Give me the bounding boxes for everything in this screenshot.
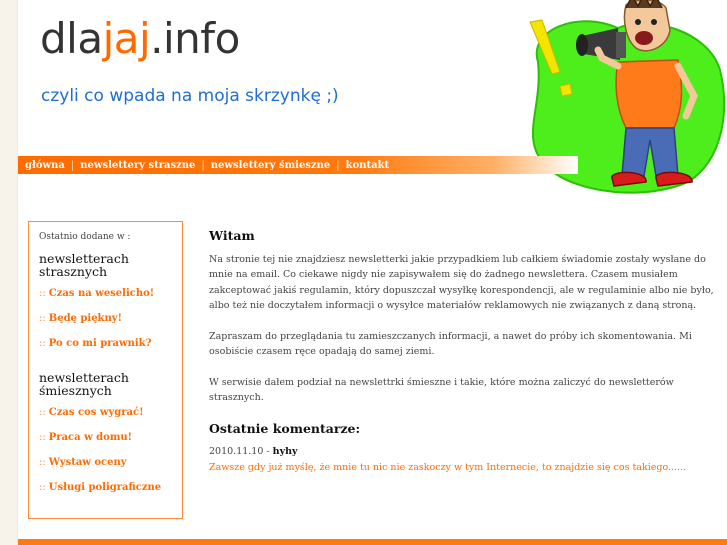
intro-paragraph-1: Na stronie tej nie znajdziesz newsletterki jakie przypadkiem lub całkiem świadomie zostały wysłane do mnie na email. Co ciekawe nigdy nie zapisywałem się do żadnego newslettera. Czasem musiałem zakceptować jakiś regulamin, który dopuszczał wysyłkę korespondencji, ale w regulaminie albo nie było, albo też nie doczytałem informacji o wysyłce materiałów reklamowych nie związanych z daną stroną. bbox=[209, 253, 714, 311]
sidebar-link-scary-1[interactable]: Czas na weselicho! bbox=[48, 288, 155, 299]
logo-accent: jaj bbox=[102, 14, 151, 63]
nav-separator: | bbox=[201, 159, 205, 171]
list-item bbox=[39, 407, 174, 418]
sidebar-link-scary-3[interactable]: Po co mi prawnik? bbox=[48, 338, 152, 349]
main-navigation bbox=[18, 156, 578, 174]
logo-prefix: dla bbox=[40, 14, 103, 63]
bullet-dots: :: bbox=[39, 407, 46, 418]
sidebar-link-funny-2[interactable]: Praca w domu! bbox=[48, 432, 133, 443]
bullet-dots: :: bbox=[39, 482, 46, 493]
list-item bbox=[39, 313, 174, 324]
sidebar-link-funny-1[interactable]: Czas cos wygrać! bbox=[48, 407, 144, 418]
site-logo[interactable] bbox=[40, 14, 240, 64]
bullet-dots: :: bbox=[39, 338, 46, 349]
sidebar-section-funny-title: newsletterach śmiesznych bbox=[39, 370, 129, 398]
bullet-dots: :: bbox=[39, 432, 46, 443]
intro-paragraph-3: W serwisie dałem podział na newslettrki śmieszne i takie, które można zaliczyć do newsletterów strasznych. bbox=[209, 376, 674, 403]
intro-paragraph-2: Zapraszam do przeglądania tu zamieszczanych informacji, a nawet do próby ich skomentowania. Mi osobiście czasem ręce opadają do samej ziemi. bbox=[209, 330, 692, 357]
nav-link-funny-newsletters[interactable]: newslettery śmieszne bbox=[210, 159, 331, 171]
sidebar-funny-list bbox=[39, 407, 174, 493]
sidebar-recent bbox=[28, 221, 183, 519]
list-item bbox=[39, 482, 174, 493]
footer-bar bbox=[18, 539, 727, 545]
nav-separator: | bbox=[70, 159, 75, 171]
main-content bbox=[209, 228, 714, 475]
sidebar-scary-list bbox=[39, 288, 174, 349]
comment-meta bbox=[209, 444, 714, 460]
nav-link-scary-newsletters[interactable]: newslettery straszne bbox=[80, 159, 196, 171]
logo-suffix: .info bbox=[150, 14, 240, 63]
page-left-strip bbox=[0, 0, 17, 545]
nav-link-home[interactable]: główna bbox=[25, 159, 65, 171]
page-title: Witam bbox=[209, 228, 255, 243]
bullet-dots: :: bbox=[39, 313, 46, 324]
sidebar-link-funny-3[interactable]: Wystaw oceny bbox=[48, 457, 127, 468]
list-item bbox=[39, 457, 174, 468]
bullet-dots: :: bbox=[39, 288, 46, 299]
nav-separator: | bbox=[336, 159, 340, 171]
comment-author: hyhy bbox=[272, 446, 298, 457]
site-tagline: czyli co wpada na moja skrzynkę ;) bbox=[41, 86, 339, 106]
nav-link-contact[interactable]: kontakt bbox=[345, 159, 390, 171]
sidebar-link-funny-4[interactable]: Usługi poligraficzne bbox=[48, 482, 162, 493]
sidebar-link-scary-2[interactable]: Będę piękny! bbox=[48, 313, 122, 324]
page-container bbox=[17, 0, 727, 545]
comment-date: 2010.11.10 - bbox=[209, 446, 270, 457]
sidebar-section-scary-title: newsletterach strasznych bbox=[39, 251, 129, 279]
list-item bbox=[39, 338, 174, 349]
list-item bbox=[39, 432, 174, 443]
comment-link[interactable]: Zawsze gdy już myślę, że mnie tu nic nie zaskoczy w tym Internecie, to znajdzie się cos takiego...... bbox=[209, 461, 687, 473]
comments-heading: Ostatnie komentarze: bbox=[209, 420, 361, 436]
sidebar-note: Ostatnio dodane w : bbox=[39, 232, 131, 242]
list-item bbox=[39, 288, 174, 299]
bullet-dots: :: bbox=[39, 457, 46, 468]
